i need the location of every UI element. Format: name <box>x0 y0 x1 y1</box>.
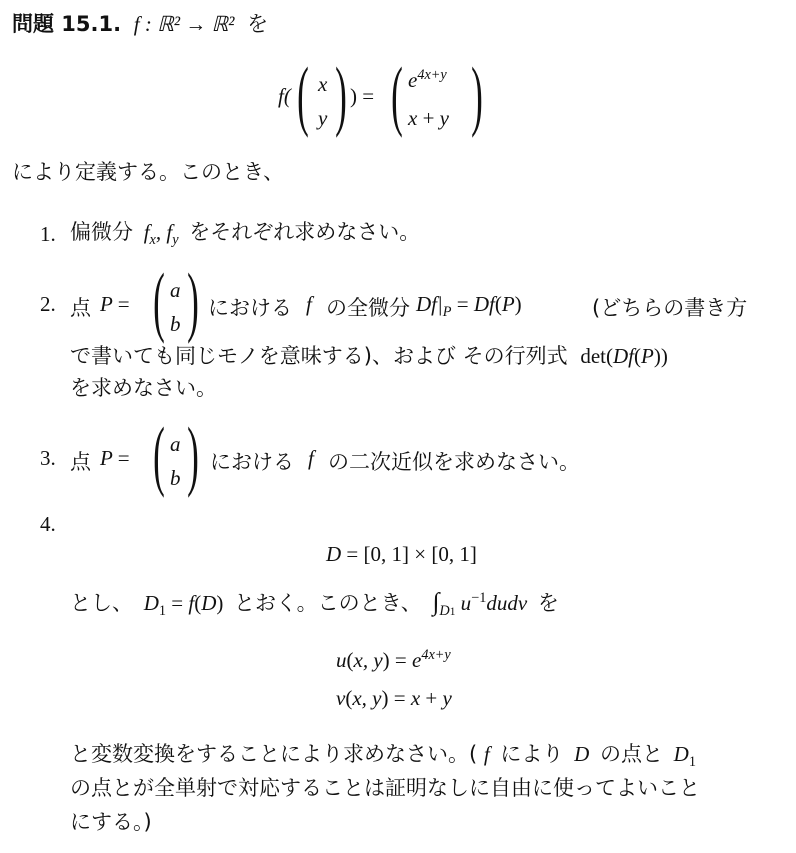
paren-left-1: ( <box>297 51 309 138</box>
paren-right-2: ) <box>471 51 483 138</box>
item-4-line-a-text: とし、 <box>70 591 133 615</box>
item-2-P: P = <box>100 292 130 316</box>
item-1-number: 1. <box>40 222 56 246</box>
eq-f: f( <box>278 84 291 108</box>
problem-header <box>12 14 268 35</box>
item-4-integral: $\int_{D1}$ $u^{-1}dudv$ <box>432 589 528 620</box>
map-signature: f : ℝ² → ℝ² <box>133 12 235 36</box>
intro-suffix: を <box>247 12 269 36</box>
paren-left-2: ( <box>391 51 403 138</box>
item-3-a: a <box>170 432 181 456</box>
problem-label: 問題 15.1. <box>12 12 122 36</box>
item-1-text <box>70 220 421 249</box>
item-4-line-b <box>70 742 696 771</box>
eq-close: ) = <box>350 84 375 108</box>
item-4-number: 4. <box>40 512 56 536</box>
item-1-partials: $f_x$, $f_y$ <box>143 220 179 249</box>
item-4-D: D <box>574 742 590 766</box>
item-2-paren-note: (どちらの書き方 <box>592 296 748 320</box>
item-2-pre: 点 <box>70 296 91 320</box>
item-4-line-b-text: と変数変換をすることにより求めなさい。( <box>70 742 478 766</box>
item-1-post: をそれぞれ求めなさい。 <box>189 220 421 244</box>
item-4-line-d: にする。) <box>70 810 152 834</box>
item-3-line <box>70 411 770 498</box>
item-3-number: 3. <box>40 446 56 470</box>
item-2-mid: における <box>208 296 292 320</box>
eq-exp: $e^{4x+y}$ <box>408 67 447 92</box>
item-4-line-a <box>70 589 559 620</box>
eq-sum: x + y <box>408 106 449 130</box>
definition-text: により定義する。このとき、 <box>12 160 285 184</box>
item-2-line1 <box>70 257 770 344</box>
item-4-domain: D = [0, 1] × [0, 1] <box>326 542 477 566</box>
item-3-b: b <box>170 466 181 490</box>
item-3-pre: 点 <box>70 450 91 474</box>
item-2-paren-left: ( <box>153 257 165 344</box>
item-2-line2-text: で書いても同じモノを意味する)、および その行列式 <box>70 344 568 368</box>
eq-x: x <box>318 72 328 96</box>
item-3-f: f <box>308 446 314 470</box>
item-2-Df: $Df|_P = Df(P)$ <box>416 292 522 321</box>
item-2-b: b <box>170 312 181 336</box>
item-3-P: P = <box>100 446 130 470</box>
item-3-paren-right: ) <box>187 411 199 498</box>
item-2-paren-right: ) <box>187 257 199 344</box>
item-2-mid2: の全微分 <box>326 296 410 320</box>
item-2-line2 <box>70 346 668 367</box>
item-3-paren-left: ( <box>153 411 165 498</box>
item-3-mid: における <box>210 450 294 474</box>
item-3-post: の二次近似を求めなさい。 <box>328 450 580 474</box>
item-4-u-eq: u(x, $y) = e^{4x+y}$ <box>336 647 451 672</box>
item-2-line3: を求めなさい。 <box>70 376 217 400</box>
item-2-number: 2. <box>40 292 56 316</box>
paren-right-1: ) <box>335 51 347 138</box>
definition-equation <box>278 51 518 140</box>
item-4-D1: $D_1 = f(D)$ <box>143 591 224 620</box>
item-4-f: f <box>483 742 490 766</box>
item-1-pre: 偏微分 <box>70 220 133 244</box>
eq-y: y <box>318 106 328 130</box>
item-2-det: det(Df(P)) <box>580 344 668 368</box>
item-2-f: f <box>306 292 312 316</box>
item-4-line-a2: とおく。このとき、 <box>234 591 422 615</box>
item-4-line-b3: の点と <box>599 742 663 766</box>
item-4-line-b2: により <box>500 742 564 766</box>
item-4-line-c: の点とが全単射で対応することは証明なしに自由に使ってよいこと <box>70 776 700 800</box>
item-4-D1-b: $D_1$ <box>673 742 696 771</box>
item-4-line-a3: を <box>537 591 559 615</box>
item-4-v-eq: v(x, y) = x + y <box>336 686 452 710</box>
item-2-a: a <box>170 278 181 302</box>
